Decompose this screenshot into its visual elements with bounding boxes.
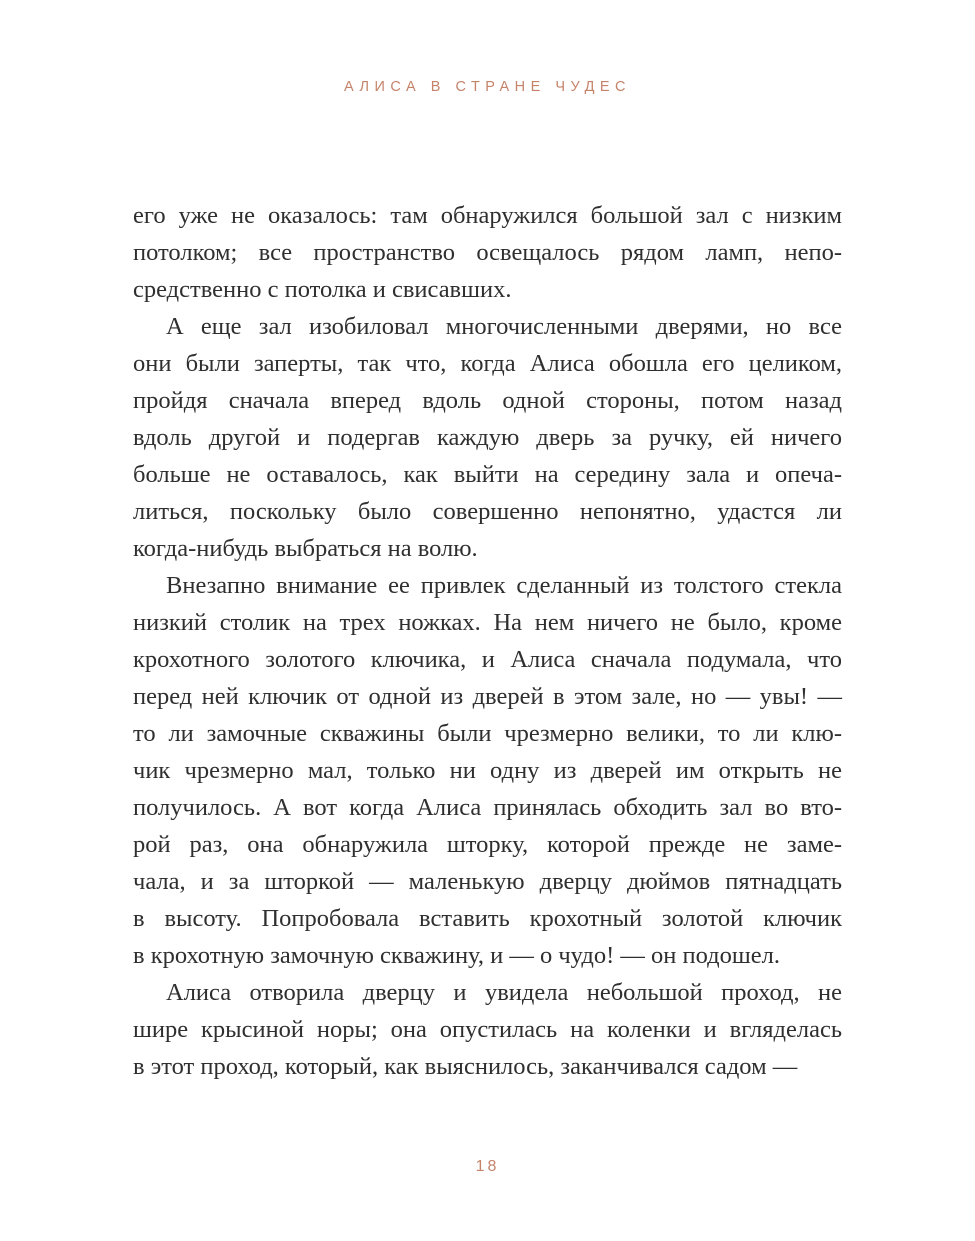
text-line: пройдя сначала вперед вдоль одной стороны, потом назад — [133, 387, 842, 414]
text-line: чик чрезмерно мал, только ни одну из дверей им открыть не — [133, 757, 842, 784]
text-line: в этот проход, который, как выяснилось, заканчивался садом — — [133, 1053, 798, 1080]
text-line: в крохотную замочную скважину, и — о чудо! — он подошел. — [133, 942, 780, 969]
text-line: потолком; все пространство освещалось рядом ламп, непо- — [133, 239, 842, 266]
page-number: 18 — [475, 1158, 500, 1175]
body-text — [133, 197, 842, 1085]
text-line: перед ней ключик от одной из дверей в этом зале, но — увы! — — [133, 683, 842, 710]
paragraph — [133, 308, 842, 567]
text-line: А еще зал изобиловал многочисленными дверями, но все — [166, 313, 842, 340]
text-line: низкий столик на трех ножках. На нем ничего не было, кроме — [133, 609, 842, 636]
text-line: шире крысиной норы; она опустилась на коленки и вгляделась — [133, 1016, 842, 1043]
running-header: АЛИСА В СТРАНЕ ЧУДЕС — [343, 79, 632, 95]
text-line: больше не оставалось, как выйти на середину зала и опеча- — [133, 461, 842, 488]
text-line: крохотного золотого ключика, и Алиса сначала подумала, что — [133, 646, 842, 673]
text-line: средственно с потолка и свисавших. — [133, 276, 512, 303]
text-line: чала, и за шторкой — маленькую дверцу дюймов пятнадцать — [133, 868, 842, 895]
paragraph — [133, 567, 842, 974]
text-line: вдоль другой и подергав каждую дверь за ручку, ей ничего — [133, 424, 842, 451]
text-line: в высоту. Попробовала вставить крохотный золотой ключик — [133, 905, 842, 932]
text-line: то ли замочные скважины были чрезмерно велики, то ли клю- — [133, 720, 842, 747]
text-line: его уже не оказалось: там обнаружился большой зал с низким — [133, 202, 842, 229]
text-line: они были заперты, так что, когда Алиса обошла его целиком, — [133, 350, 842, 377]
text-line: Внезапно внимание ее привлек сделанный из толстого стекла — [166, 572, 842, 599]
text-line: литься, поскольку было совершенно непонятно, удастся ли — [133, 498, 842, 525]
paragraph — [133, 974, 842, 1085]
text-line: Алиса отворила дверцу и увидела небольшой проход, не — [166, 979, 842, 1006]
text-line: рой раз, она обнаружила шторку, которой прежде не заме- — [133, 831, 842, 858]
text-line: получилось. А вот когда Алиса принялась обходить зал во вто- — [133, 794, 842, 821]
paragraph — [133, 197, 842, 308]
text-line: когда-нибудь выбраться на волю. — [133, 535, 478, 562]
